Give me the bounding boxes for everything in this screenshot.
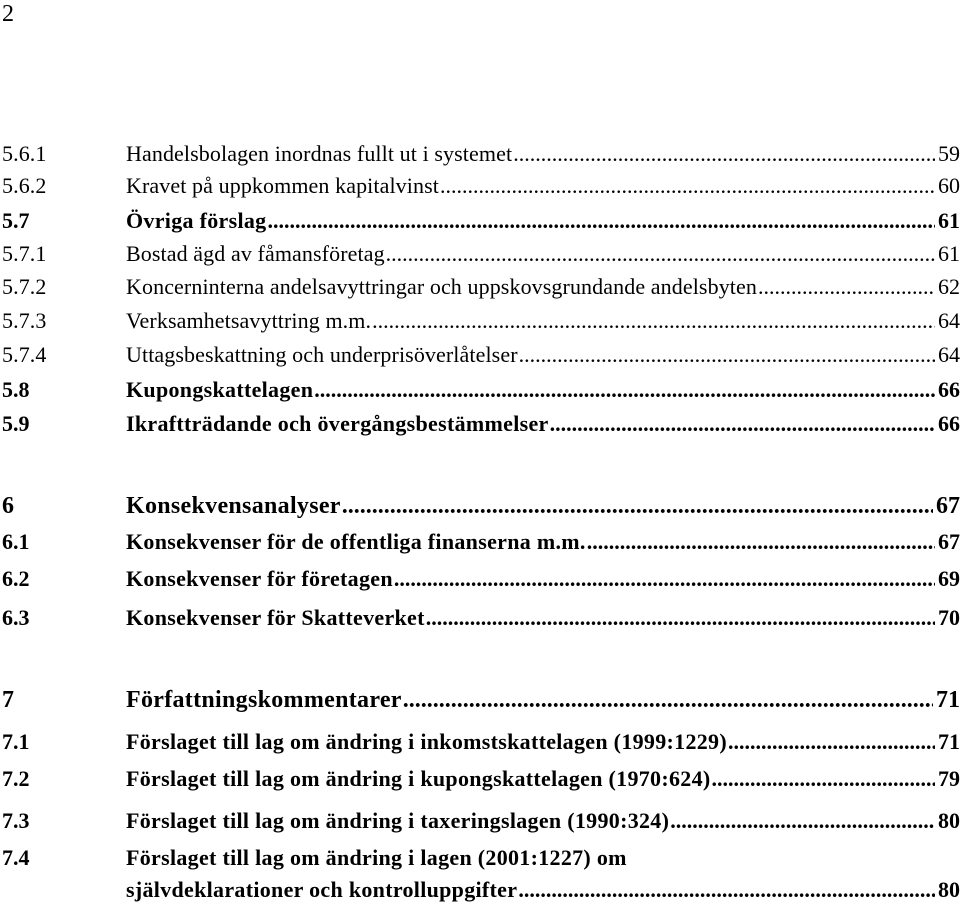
section-number: 7.4 (2, 845, 30, 870)
toc-entry-7-2[interactable] (0, 764, 960, 794)
dot-leader (342, 491, 933, 521)
page-ref: 64 (938, 342, 960, 367)
dot-leader (670, 806, 935, 836)
section-number: 7.1 (2, 729, 30, 754)
section-number: 5.7.1 (2, 241, 47, 266)
toc-entry-7-3[interactable] (0, 806, 960, 836)
dot-leader (386, 239, 935, 269)
page-ref: 61 (938, 208, 960, 233)
section-title: Ikraftträdande och övergångsbestämmelser (126, 411, 549, 436)
section-number: 5.6.2 (2, 173, 47, 198)
page-ref: 71 (938, 729, 960, 754)
toc-entry-7-4[interactable] (0, 843, 960, 905)
section-title-line-2: självdeklarationer och kontrolluppgifter (126, 877, 518, 902)
toc-entry-6-1[interactable] (0, 527, 960, 557)
section-number: 5.8 (2, 377, 30, 402)
dot-leader (267, 206, 935, 236)
toc-entry-6-2[interactable] (0, 564, 960, 594)
chapter-title: Konsekvensanalyser (126, 493, 341, 519)
section-title: Konsekvenser för Skatteverket (126, 605, 425, 630)
section-number: 6.1 (2, 529, 30, 554)
section-number: 5.7.3 (2, 308, 47, 333)
section-title: Koncerninterna andelsavyttringar och uppskovsgrundande andelsbyten (126, 274, 757, 299)
toc-entry-5-7-3[interactable] (0, 306, 960, 336)
toc-entry-5-9[interactable] (0, 409, 960, 439)
page-ref: 60 (938, 173, 960, 198)
section-title: Bostad ägd av fåmansföretag (126, 241, 385, 266)
toc-entry-chapter-6[interactable] (0, 491, 960, 521)
section-number: 5.7 (2, 208, 30, 233)
page-ref: 66 (938, 377, 960, 402)
dot-leader (372, 306, 935, 336)
dot-leader (519, 340, 935, 370)
section-title: Förslaget till lag om ändring i taxeringslagen (1990:324) (126, 808, 670, 833)
chapter-number: 7 (2, 687, 14, 713)
toc-entry-5-7-2[interactable] (0, 272, 960, 302)
section-number: 5.7.4 (2, 342, 47, 367)
section-number: 7.3 (2, 808, 30, 833)
page-ref: 79 (938, 766, 960, 791)
section-title: Kravet på uppkommen kapitalvinst (126, 173, 439, 198)
toc-entry-chapter-7[interactable] (0, 685, 960, 715)
page-ref: 62 (938, 274, 960, 299)
toc-entry-6-3[interactable] (0, 603, 960, 633)
dot-leader (518, 875, 935, 905)
dot-leader (426, 603, 935, 633)
page-ref: 59 (938, 141, 960, 166)
page-ref: 67 (938, 529, 960, 554)
toc-entry-5-7-1[interactable] (0, 239, 960, 269)
page-ref: 80 (938, 808, 960, 833)
section-title: Handelsbolagen inordnas fullt ut i systemet (126, 141, 513, 166)
section-title: Uttagsbeskattning och underprisöverlåtelser (126, 342, 518, 367)
section-number: 7.2 (2, 766, 30, 791)
section-title: Förslaget till lag om ändring i inkomstskattelagen (1999:1229) (126, 729, 727, 754)
page-number: 2 (2, 1, 14, 27)
page-ref: 70 (938, 605, 960, 630)
section-title: Konsekvenser för de offentliga finanserna m.m. (126, 529, 586, 554)
toc-entry-5-8[interactable] (0, 375, 960, 405)
section-title: Förslaget till lag om ändring i kupongskattelagen (1970:624) (126, 766, 711, 791)
page-ref: 67 (936, 493, 960, 519)
toc-entry-7-1[interactable] (0, 727, 960, 757)
toc-entry-5-7[interactable] (0, 206, 960, 236)
section-title: Verksamhetsavyttring m.m. (126, 308, 372, 333)
toc-entry-5-6-1[interactable] (0, 139, 960, 169)
page-ref: 66 (938, 411, 960, 436)
dot-leader (513, 139, 935, 169)
section-number: 5.7.2 (2, 274, 47, 299)
page-ref: 69 (938, 566, 960, 591)
page-ref: 71 (936, 687, 960, 713)
dot-leader (728, 727, 935, 757)
chapter-number: 6 (2, 493, 14, 519)
dot-leader (758, 272, 935, 302)
dot-leader (314, 375, 935, 405)
section-title: Övriga förslag (126, 208, 267, 233)
dot-leader (587, 527, 935, 557)
section-title-line-1: Förslaget till lag om ändring i lagen (2001:1227) om (126, 845, 627, 870)
section-title: Kupongskattelagen (126, 377, 314, 402)
dot-leader (712, 764, 935, 794)
page-ref: 64 (938, 308, 960, 333)
page-ref: 80 (938, 877, 960, 902)
dot-leader (550, 409, 935, 439)
dot-leader (394, 564, 935, 594)
toc-entry-5-7-4[interactable] (0, 340, 960, 370)
dot-leader (440, 171, 935, 201)
section-number: 6.3 (2, 605, 30, 630)
page-ref: 61 (938, 241, 960, 266)
section-title: Konsekvenser för företagen (126, 566, 393, 591)
toc-entry-5-6-2[interactable] (0, 171, 960, 201)
dot-leader (403, 685, 933, 715)
section-number: 5.6.1 (2, 141, 47, 166)
section-number: 5.9 (2, 411, 30, 436)
section-number: 6.2 (2, 566, 30, 591)
chapter-title: Författningskommentarer (126, 687, 402, 713)
